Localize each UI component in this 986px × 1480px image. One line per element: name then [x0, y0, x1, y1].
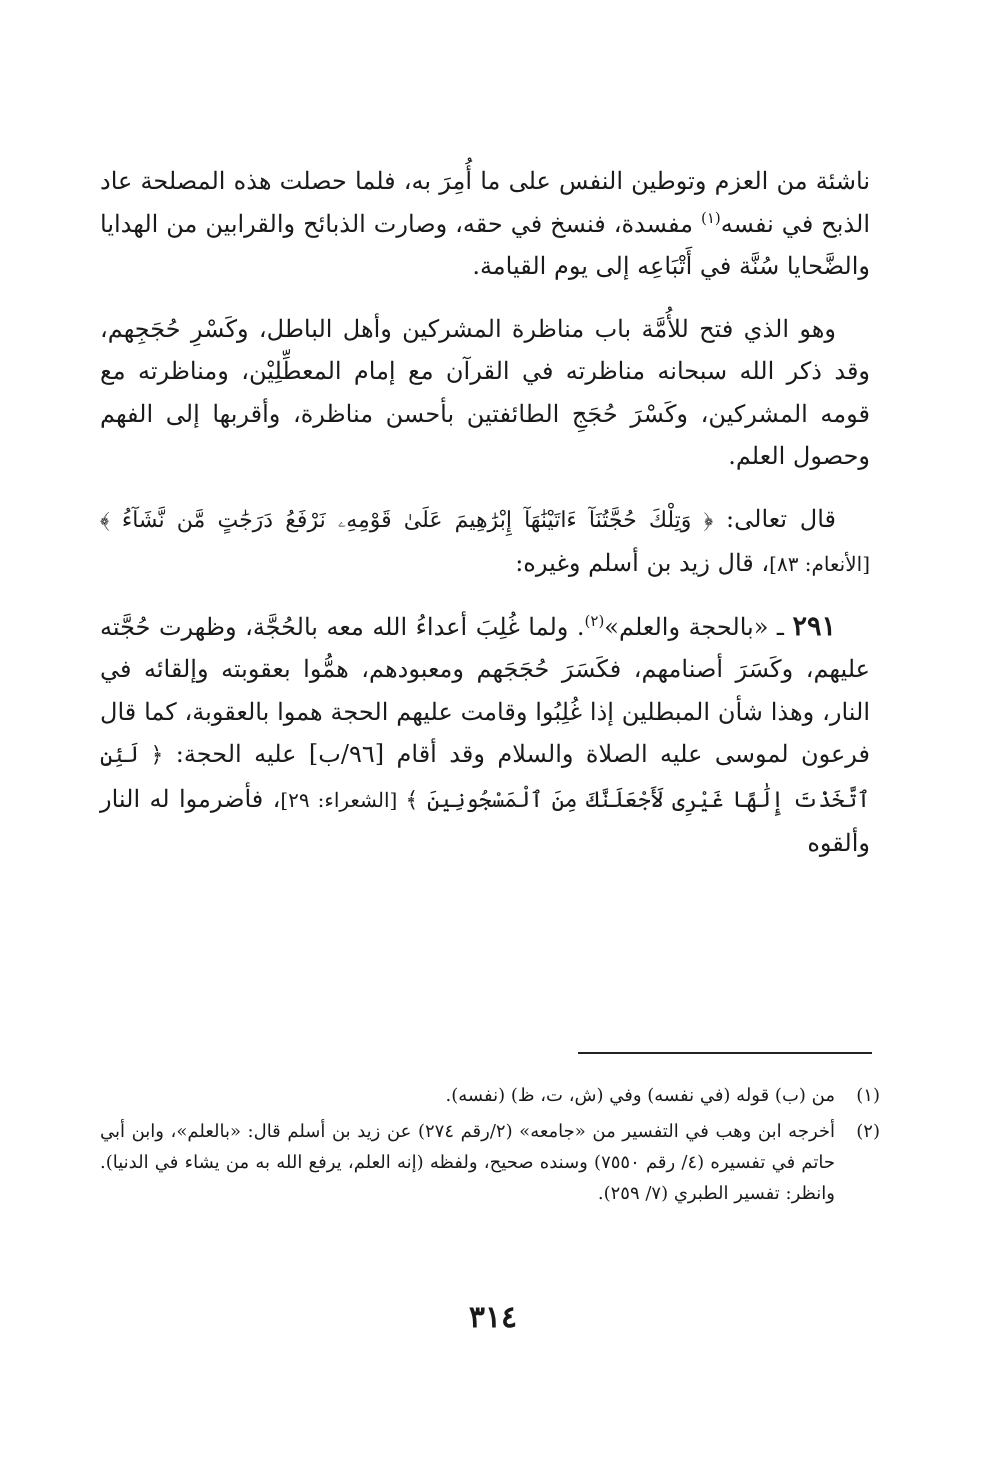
verse-citation-2: [الشعراء: ٢٩] — [280, 787, 406, 812]
quran-verse-1: ﴿ وَتِلْكَ حُجَّتُنَآ ءَاتَيْنَٰهَآ إِبْرَٰهِيمَ عَلَىٰ قَوْمِهِۦ نَرْفَعُ دَرَجَٰتٍ مَّن نَّشَآءُ ﴾ — [100, 507, 714, 533]
footnote-1 — [100, 1080, 880, 1111]
footnote-ref-2: (٢) — [584, 611, 605, 630]
footnotes — [100, 1080, 880, 1214]
footnote-text: من (ب) قوله (في نفسه) وفي (ش، ت، ظ) (نفسه). — [445, 1085, 835, 1106]
paragraph-3-intro: قال تعالى: — [713, 504, 837, 533]
paragraph-4-text: ـ «بالحجة والعلم» — [604, 612, 793, 641]
footnote-number: (٢) — [856, 1121, 880, 1142]
footnote-number: (١) — [856, 1085, 880, 1106]
main-text — [100, 160, 870, 865]
paragraph-1 — [100, 160, 870, 288]
footnote-text: أخرجه ابن وهب في التفسير من «جامعه» (٢/رقم ٢٧٤) عن زيد بن أسلم قال: «بالعلم»، وابن أبي حاتم في تفسيره (٤/ رقم ٧٥٥٠) وسنده صحيح، ولفظه (إنه العلم، يرفع الله به من يشاء في الدنيا). وانظر: تفسير الطبري (٧/ ٢٥٩). — [100, 1121, 836, 1204]
footnote-ref-1: (١) — [700, 208, 721, 227]
footnote-2 — [100, 1116, 880, 1209]
paragraph-1-text: ناشئة من العزم وتوطين النفس على ما أُمِرَ به، فلما حصلت هذه المصلحة عاد الذبح في نفسه — [100, 167, 870, 238]
paragraph-4 — [100, 606, 870, 865]
paragraph-4-text-end: ، فأضرموا له النار وألقوه — [100, 784, 870, 857]
paragraph-3-tail: ، قال زيد بن أسلم وغيره: — [515, 549, 770, 577]
verse-citation-1: [الأنعام: ٨٣] — [769, 552, 870, 576]
narration-number: ٢٩١ — [792, 610, 836, 642]
quran-verse-2: ﴿ لَئِنِ ٱتَّخَذْتَ إِلَٰهًا غَيْرِى لَأَجْعَلَنَّكَ مِنَ ٱلْمَسْجُونِينَ ﴾ — [100, 743, 870, 813]
paragraph-2: وهو الذي فتح للأُمَّة باب مناظرة المشركين وأهل الباطل، وكَسْرِ حُجَجِهم، وقد ذكر الله سبحانه مناظرته في القرآن مع إمام المعطِّلِيْن، ومناظرته مع قومه المشركين، وكَسْرَ حُجَجِ الطائفتين بأحسن مناظرة، وأقربها إلى الفهم وحصول العلم. — [100, 314, 870, 470]
paragraph-3 — [100, 498, 870, 586]
paragraph-4-text-cont: . ولما غُلِبَ أعداءُ الله معه بالحُجَّة، وظهرت حُجَّته عليهم، وكَسَرَ أصنامهم، فكَسَرَ حُجَجَهم ومعبودهم، همُّوا بعقوبته وإلقائه في النار، وهذا شأن المبطلين إذا غُلِبُوا وقامت عليهم الحجة هموا بالعقوبة، كما قال فرعون لموسى عليه الصلاة والسلام وقد أقام [٩٦/ب] عليه الحجة: — [100, 612, 871, 768]
footnote-separator — [578, 1052, 872, 1054]
page-number: ٣١٤ — [468, 1300, 518, 1335]
paragraph-1-text-cont: مفسدة، فنسخ في حقه، وصارت الذبائح والقرابين من الهدايا والضَّحايا سُنَّة في أَتْبَاعِه إلى يوم القيامة. — [100, 209, 870, 280]
